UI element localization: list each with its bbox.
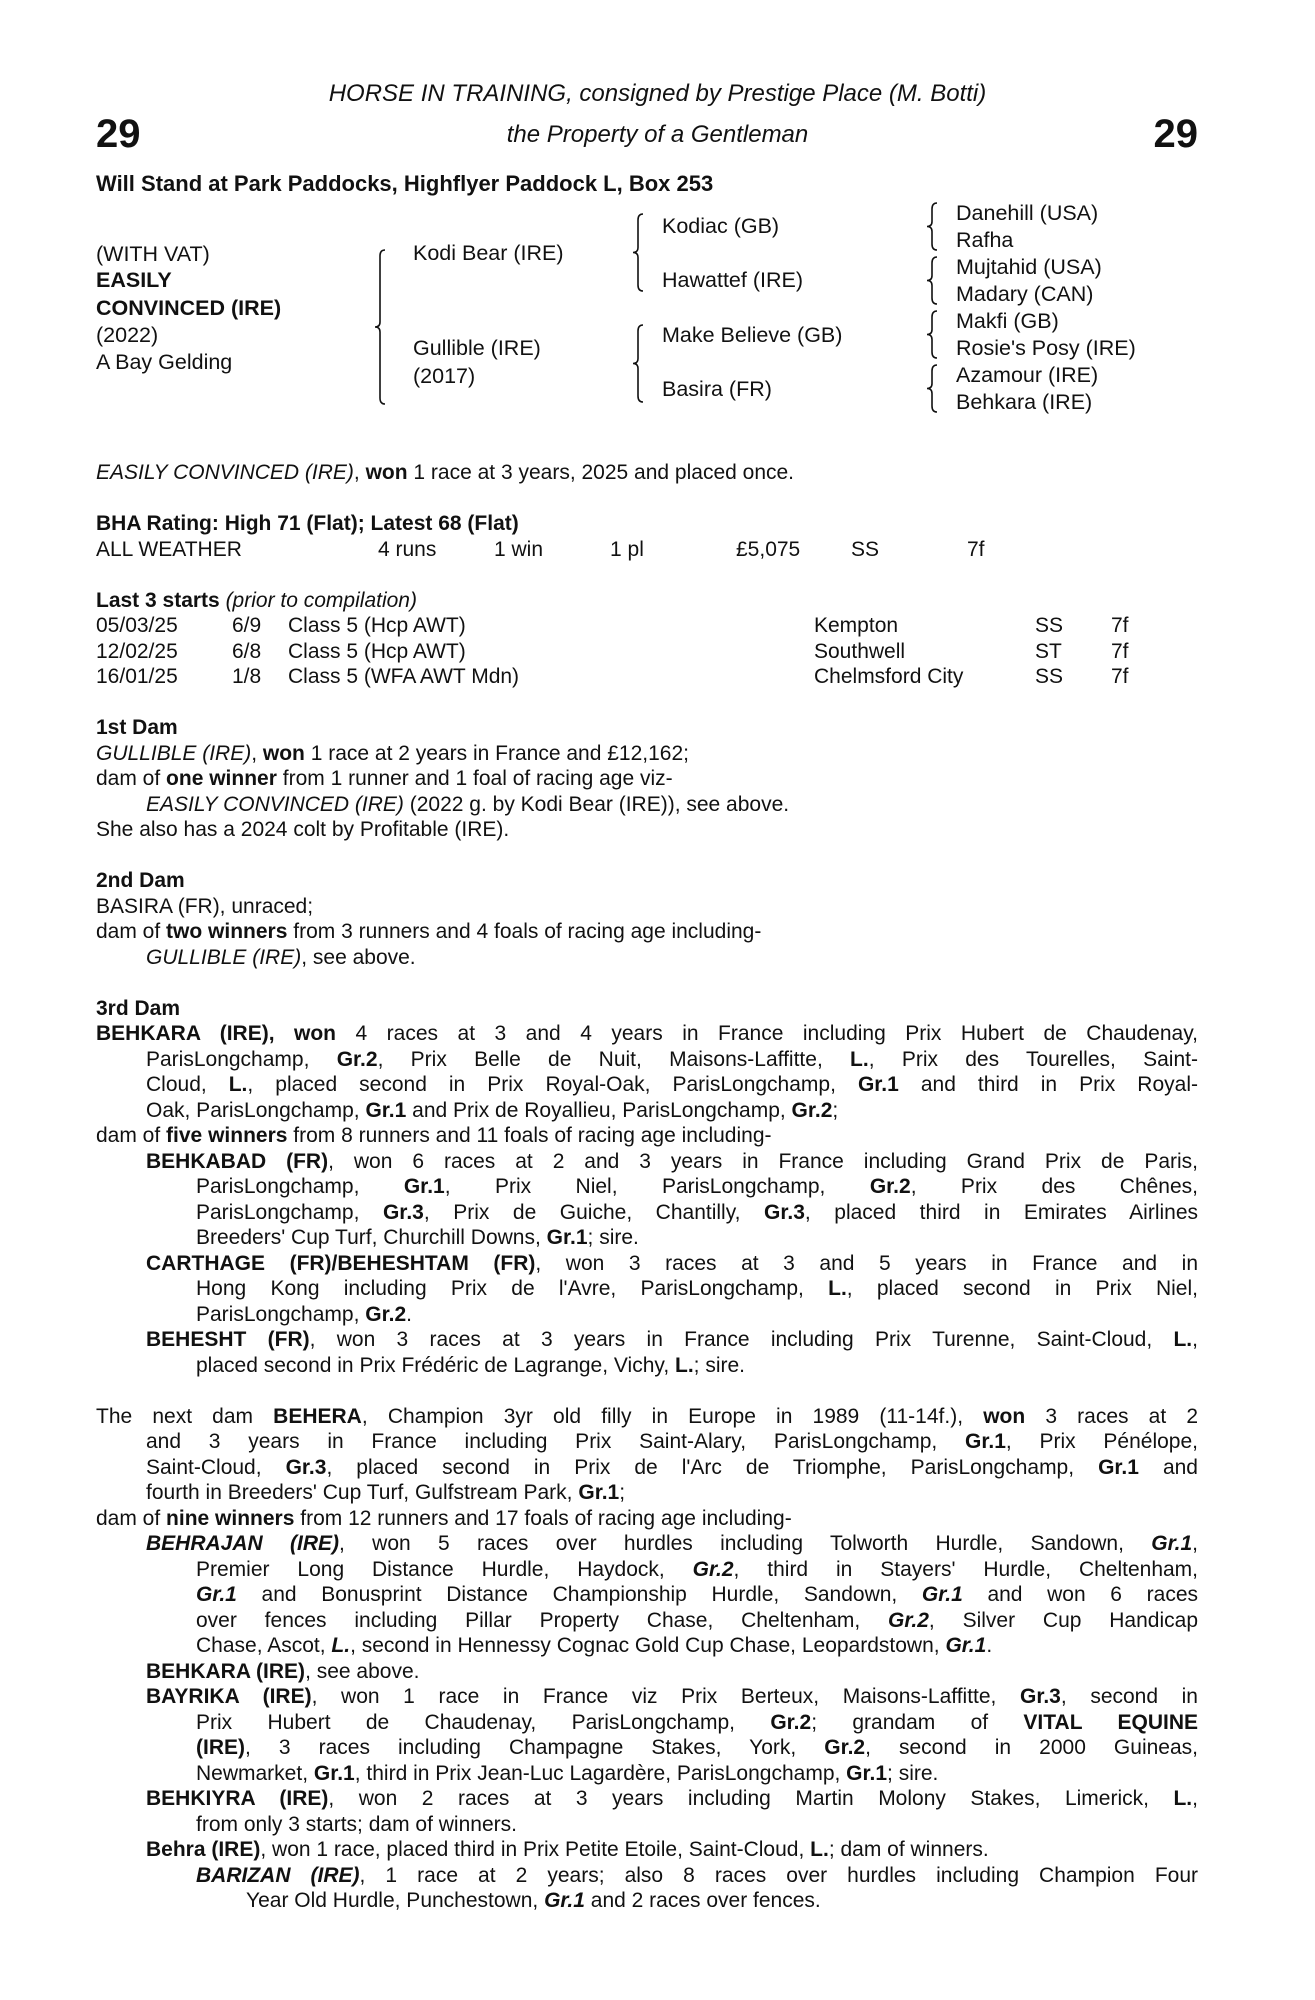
text-run: , won 3 races at 3 and 5 years in France and in: [535, 1251, 1199, 1275]
paragraph: [96, 1021, 1198, 1123]
text-run: Gr.1: [945, 1634, 987, 1657]
text-run: 1 race at 3 years, 2025 and placed once.: [407, 461, 795, 484]
paragraph: [96, 460, 1198, 486]
text-run: Gr.1: [857, 1073, 899, 1096]
text-run: ; dam of winners.: [828, 1838, 989, 1861]
lot-number-left: 29: [96, 112, 141, 156]
record-row: [96, 537, 1198, 563]
text-line: [146, 1072, 1198, 1098]
text-line: [146, 1251, 1198, 1277]
paragraph: [96, 996, 1198, 1022]
great-grandparent: Makfi (GB): [956, 309, 1059, 333]
great-grandparent: Mujtahid (USA): [956, 255, 1102, 279]
text-run: , won 5 races over hurdles including Tolworth Hurdle, Sandown,: [339, 1532, 1152, 1555]
text-run: and 2 races over fences.: [584, 1889, 821, 1912]
text-run: two winners: [166, 920, 288, 943]
text-run: won: [262, 741, 305, 765]
sire: Kodi Bear (IRE): [413, 241, 564, 265]
text-run: Gr.1: [965, 1430, 1006, 1453]
paragraph: [96, 1251, 1198, 1328]
text-run: Gr.1: [846, 1761, 888, 1785]
text-run: 1st Dam: [96, 716, 178, 739]
text-run: BARIZAN (IRE): [196, 1863, 360, 1887]
paragraph: [96, 1327, 1198, 1378]
text-line: [96, 741, 1198, 767]
text-run: , placed second in Prix Niel,: [846, 1277, 1198, 1300]
row-cell: 05/03/25: [96, 614, 178, 637]
text-run: , second in Hennessy Cognac Gold Cup Chase, Leopardstown,: [350, 1634, 946, 1657]
great-grandparent: Danehill (USA): [956, 201, 1099, 225]
ownership-line: the Property of a Gentleman: [506, 121, 809, 148]
text-line: [96, 766, 1198, 792]
text-run: ; sire.: [887, 1761, 939, 1785]
spacer: [96, 486, 1198, 512]
text-run: .: [406, 1302, 412, 1326]
grandparent: Hawattef (IRE): [662, 268, 803, 292]
stand-location: Will Stand at Park Paddocks, Highflyer Paddock L, Box 253: [96, 171, 714, 196]
text-run: , Prix de Guiche, Chantilly,: [423, 1200, 765, 1224]
text-run: L.: [228, 1073, 248, 1096]
text-run: Behra (IRE): [146, 1838, 261, 1861]
text-run: and Prix de Royallieu, ParisLongchamp,: [406, 1098, 792, 1122]
text-run: , second in: [1060, 1685, 1198, 1708]
text-run: placed second in Prix Frédéric de Lagrange, Vichy,: [196, 1353, 675, 1377]
text-run: 4 races at 3 and 4 years in France including Prix Hubert de Chaudenay,: [336, 1022, 1198, 1045]
text-run: VITAL EQUINE: [1023, 1710, 1198, 1734]
text-run: Gr.1: [921, 1583, 963, 1606]
row-cell: 7f: [967, 537, 985, 561]
text-run: , won 2 races at 3 years including Martin Molony Stakes, Limerick,: [328, 1787, 1174, 1810]
text-run: (prior to compilation): [219, 588, 417, 612]
text-run: one winner: [166, 767, 277, 790]
text-run: Gr.1: [313, 1761, 355, 1785]
dam: Gullible (IRE): [413, 336, 541, 360]
row-cell: SS: [1035, 665, 1064, 688]
row-cell: 1/8: [232, 665, 262, 688]
text-line: [196, 1353, 1198, 1379]
text-run: Gr.1: [544, 1889, 585, 1912]
row-cell: 7f: [1111, 639, 1129, 663]
text-run: dam of: [96, 920, 167, 943]
paragraph: [96, 868, 1198, 894]
text-run: Year Old Hurdle, Punchestown,: [246, 1889, 545, 1912]
dam-year: (2017): [413, 364, 476, 388]
text-run: Gr.2: [365, 1302, 407, 1326]
text-line: [96, 1123, 1198, 1149]
text-run: ,: [353, 461, 366, 484]
row-cell: 7f: [1111, 665, 1129, 688]
text-line: [196, 1557, 1198, 1583]
great-grandparent: Behkara (IRE): [956, 390, 1093, 414]
text-run: Gr.3: [382, 1200, 424, 1224]
spacer: [96, 970, 1198, 996]
row-cell: ST: [1035, 639, 1062, 663]
row-cell: 16/01/25: [96, 665, 178, 688]
row-cell: Southwell: [814, 639, 906, 663]
great-grandparent: Azamour (IRE): [956, 363, 1099, 387]
text-line: [196, 1302, 1198, 1328]
text-run: and won 6 races: [962, 1583, 1198, 1606]
text-line: [146, 1786, 1198, 1812]
text-run: five winners: [166, 1124, 288, 1147]
horse-name-line2: CONVINCED (IRE): [96, 296, 282, 320]
text-run: Last 3 starts: [96, 588, 220, 612]
text-run: , won 3 races at 3 years in France including Prix Turenne, Saint-Cloud,: [309, 1328, 1174, 1351]
text-run: , placed third in Emirates Airlines: [804, 1200, 1199, 1224]
text-run: , won 1 race in France viz Prix Berteux, Maisons-Laffitte,: [311, 1685, 1020, 1708]
text-run: She also has a 2024 colt by Profitable (IRE).: [96, 818, 510, 841]
text-run: .: [986, 1634, 993, 1657]
paragraph: [96, 1863, 1198, 1914]
horse-description: A Bay Gelding: [96, 350, 233, 374]
brace-icon: [927, 311, 937, 358]
text-line: [196, 1633, 1198, 1659]
text-run: ParisLongchamp,: [146, 1047, 337, 1071]
text-run: , placed second in Prix Royal-Oak, ParisLongchamp,: [247, 1073, 858, 1096]
lot-number-right: 29: [1153, 112, 1198, 156]
text-run: L.: [331, 1634, 351, 1657]
text-run: Gr.1: [1151, 1532, 1193, 1555]
text-run: Premier Long Distance Hurdle, Haydock,: [196, 1557, 693, 1581]
text-run: EASILY CONVINCED (IRE): [96, 461, 354, 484]
text-run: , Prix Belle de Nuit, Maisons-Laffitte,: [377, 1047, 851, 1071]
text-run: , Prix Pénélope,: [1005, 1430, 1198, 1453]
text-run: BEHKARA (IRE), won: [96, 1022, 337, 1045]
text-run: , third in Prix Jean-Luc Lagardère, ParisLongchamp,: [354, 1761, 847, 1785]
text-run: ; sire.: [693, 1353, 746, 1377]
text-run: and third in Prix Royal-: [898, 1073, 1198, 1096]
text-run: and 3 years in France including Prix Saint-Alary, ParisLongchamp,: [146, 1430, 966, 1453]
paragraph: [96, 817, 1198, 843]
race-row: [96, 613, 1198, 639]
text-line: [146, 1837, 1198, 1863]
text-run: 2nd Dam: [96, 869, 185, 892]
brace-icon: [633, 214, 643, 291]
text-run: , 1 race at 2 years; also 8 races over hurdles including Champion Four: [359, 1863, 1198, 1887]
row-cell: SS: [1035, 614, 1064, 637]
text-run: dam of: [96, 1506, 167, 1530]
text-run: and: [1138, 1455, 1198, 1479]
row-cell: SS: [851, 537, 880, 561]
text-run: (2022 g. by Kodi Bear (IRE)), see above.: [403, 792, 790, 816]
paragraph: [96, 945, 1198, 971]
row-cell: 12/02/25: [96, 639, 178, 663]
text-run: Gr.3: [764, 1200, 805, 1224]
text-run: Gr.3: [1020, 1685, 1061, 1708]
text-run: , 3 races including Champagne Stakes, York,: [245, 1736, 825, 1759]
text-run: over fences including Pillar Property Chase, Cheltenham,: [196, 1608, 889, 1632]
vat-note: (WITH VAT): [96, 242, 210, 266]
text-run: , Champion 3yr old filly in Europe in 1989 (11-14f.),: [361, 1404, 984, 1428]
text-run: L.: [1173, 1328, 1193, 1351]
text-run: , Silver Cup Handicap: [928, 1608, 1198, 1632]
text-run: Gr.2: [824, 1736, 866, 1759]
text-run: 1 race at 2 years in France and £12,162;: [304, 741, 689, 765]
text-run: Breeders' Cup Turf, Churchill Downs,: [196, 1226, 547, 1249]
text-run: Gr.3: [285, 1455, 327, 1479]
text-run: won: [365, 461, 408, 484]
text-run: , see above.: [305, 1659, 420, 1683]
spacer: [96, 1378, 1198, 1404]
horse-name-line1: EASILY: [96, 268, 172, 292]
row-cell: Chelmsford City: [814, 665, 964, 688]
paragraph: [96, 1659, 1198, 1685]
text-line: [196, 1608, 1198, 1634]
paragraph: [96, 715, 1198, 741]
text-line: [196, 1812, 1198, 1838]
catalogue-body: [96, 460, 1198, 1914]
text-run: from 3 runners and 4 foals of racing age including-: [287, 920, 762, 943]
text-run: Gr.1: [403, 1175, 445, 1198]
text-run: and Bonusprint Distance Championship Hurdle, Sandown,: [236, 1583, 922, 1606]
text-run: L.: [810, 1838, 829, 1861]
text-run: L.: [850, 1047, 869, 1071]
text-line: [196, 1761, 1198, 1787]
text-run: Newmarket,: [196, 1761, 314, 1785]
text-run: ; sire.: [587, 1226, 639, 1249]
text-line: [96, 1404, 1198, 1430]
grandparent: Make Believe (GB): [662, 323, 843, 347]
text-run: Cloud,: [146, 1073, 229, 1096]
text-run: BEHKIYRA (IRE): [146, 1787, 329, 1810]
text-run: Gr.2: [692, 1557, 734, 1581]
text-run: , placed second in Prix de l'Arc de Triomphe, ParisLongchamp,: [326, 1455, 1099, 1479]
text-run: Gr.2: [791, 1098, 833, 1122]
text-line: [146, 945, 1198, 971]
horse-year: (2022): [96, 323, 159, 347]
text-run: BEHKARA (IRE): [146, 1659, 306, 1683]
text-run: Chase, Ascot,: [196, 1634, 332, 1657]
text-run: BEHESHT (FR): [146, 1328, 310, 1351]
text-run: from 12 runners and 17 foals of racing age including-: [294, 1506, 792, 1530]
text-run: L.: [1173, 1787, 1193, 1810]
pedigree-braces: [0, 0, 1315, 440]
text-run: BASIRA (FR), unraced;: [96, 894, 314, 918]
grandparent: Basira (FR): [662, 377, 772, 401]
brace-icon: [927, 257, 937, 304]
text-run: ; grandam of: [811, 1710, 1024, 1734]
text-run: dam of: [96, 1124, 167, 1147]
text-run: ParisLongchamp,: [196, 1302, 366, 1326]
text-run: Gr.1: [1098, 1455, 1139, 1479]
text-line: [96, 460, 1198, 486]
text-run: , third in Stayers' Hurdle, Cheltenham,: [733, 1557, 1199, 1581]
text-line: [146, 1684, 1198, 1710]
text-run: Saint-Cloud,: [146, 1455, 286, 1479]
text-line: [196, 1225, 1198, 1251]
text-line: [96, 588, 1198, 614]
text-line: [96, 1506, 1198, 1532]
grandparent: Kodiac (GB): [662, 214, 780, 238]
great-grandparent: Madary (CAN): [956, 282, 1094, 306]
brace-icon: [927, 203, 937, 250]
text-run: Gr.1: [546, 1226, 588, 1249]
spacer: [96, 690, 1198, 716]
text-line: [196, 1200, 1198, 1226]
text-line: [96, 868, 1198, 894]
row-cell: 4 runs: [378, 537, 437, 561]
paragraph: [96, 588, 1198, 614]
paragraph: [96, 792, 1198, 818]
text-run: ,: [1192, 1532, 1198, 1555]
text-run: L.: [675, 1353, 694, 1377]
text-line: [196, 1276, 1198, 1302]
text-run: won: [983, 1404, 1026, 1428]
text-run: L.: [828, 1277, 847, 1300]
text-line: [146, 1149, 1198, 1175]
paragraph: [96, 919, 1198, 945]
text-line: [96, 715, 1198, 741]
text-run: dam of: [96, 767, 167, 790]
text-line: [196, 1582, 1198, 1608]
paragraph: [96, 511, 1198, 537]
text-run: The next dam: [96, 1404, 274, 1428]
text-run: 3 races at 2: [1025, 1404, 1198, 1428]
row-cell: 7f: [1111, 614, 1129, 637]
text-run: ;: [619, 1481, 626, 1504]
text-run: GULLIBLE (IRE): [96, 741, 252, 765]
text-line: [146, 792, 1198, 818]
row-cell: 6/9: [232, 614, 262, 637]
text-line: [146, 1531, 1198, 1557]
paragraph: [96, 741, 1198, 767]
race-row: [96, 664, 1198, 690]
text-run: Gr.2: [336, 1047, 378, 1071]
paragraph: [96, 766, 1198, 792]
text-run: from only 3 starts; dam of winners.: [196, 1812, 517, 1836]
great-grandparent: Rafha: [956, 228, 1014, 252]
text-run: CARTHAGE (FR)/BEHESHTAM (FR): [146, 1251, 536, 1275]
row-cell: Class 5 (Hcp AWT): [288, 639, 466, 663]
text-line: [146, 1327, 1198, 1353]
brace-icon: [633, 325, 643, 402]
paragraph: [96, 894, 1198, 920]
text-run: , see above.: [301, 945, 416, 969]
paragraph: [96, 1149, 1198, 1251]
text-run: , won 6 races at 2 and 3 years in France including Grand Prix de Paris,: [328, 1149, 1198, 1173]
paragraph: [96, 1531, 1198, 1659]
spacer: [96, 562, 1198, 588]
text-run: Gr.2: [869, 1175, 911, 1198]
text-run: BEHERA: [273, 1404, 362, 1428]
text-line: [96, 817, 1198, 843]
text-run: BEHKABAD (FR): [146, 1149, 329, 1173]
text-run: Gr.2: [888, 1608, 929, 1632]
text-run: , Prix des Tourelles, Saint-: [868, 1047, 1198, 1071]
text-run: BHA Rating: High 71 (Flat); Latest 68 (Flat): [96, 512, 519, 535]
spacer: [96, 843, 1198, 869]
row-cell: ALL WEATHER: [96, 537, 242, 561]
text-run: EASILY CONVINCED (IRE): [146, 792, 404, 816]
text-run: Prix Hubert de Chaudenay, ParisLongchamp,: [196, 1710, 771, 1734]
text-run: Gr.1: [196, 1583, 237, 1606]
text-run: BEHRAJAN (IRE): [146, 1532, 340, 1555]
text-line: [146, 1047, 1198, 1073]
text-line: [96, 894, 1198, 920]
paragraph: [96, 1684, 1198, 1786]
text-line: [96, 511, 1198, 537]
text-line: [146, 1098, 1198, 1124]
text-run: Gr.2: [770, 1710, 812, 1734]
text-run: nine winners: [166, 1506, 295, 1530]
row-cell: 1 pl: [610, 537, 644, 561]
brace-icon: [927, 365, 937, 412]
row-cell: £5,075: [736, 537, 801, 561]
text-run: ,: [1192, 1787, 1198, 1810]
text-run: Gr.1: [365, 1098, 407, 1122]
text-run: 3rd Dam: [96, 996, 181, 1020]
text-run: ,: [251, 741, 263, 765]
text-run: GULLIBLE (IRE): [146, 945, 302, 969]
text-run: Gr.1: [578, 1481, 620, 1504]
paragraph: [96, 1837, 1198, 1863]
text-line: [196, 1735, 1198, 1761]
row-cell: Kempton: [814, 614, 899, 637]
text-run: , won 1 race, placed third in Prix Petite Etoile, Saint-Cloud,: [260, 1838, 811, 1861]
row-cell: Class 5 (Hcp AWT): [288, 614, 466, 637]
row-cell: 1 win: [494, 537, 544, 561]
text-run: ParisLongchamp,: [196, 1175, 404, 1198]
text-line: [246, 1888, 1198, 1914]
text-line: [96, 996, 1198, 1022]
consignment-line: HORSE IN TRAINING, consigned by Prestige Place (M. Botti): [328, 80, 987, 107]
text-line: [146, 1455, 1198, 1481]
text-line: [146, 1429, 1198, 1455]
text-run: (IRE): [196, 1736, 245, 1759]
brace-icon: [375, 250, 385, 404]
text-run: BAYRIKA (IRE): [146, 1685, 312, 1708]
paragraph: [96, 1123, 1198, 1149]
text-run: Oak, ParisLongchamp,: [146, 1098, 366, 1122]
text-run: from 1 runner and 1 foal of racing age viz-: [276, 767, 673, 790]
text-line: [146, 1659, 1198, 1685]
row-cell: Class 5 (WFA AWT Mdn): [288, 665, 520, 688]
great-grandparent: Rosie's Posy (IRE): [956, 336, 1136, 360]
text-line: [96, 1021, 1198, 1047]
row-cell: 6/8: [232, 639, 262, 663]
text-run: from 8 runners and 11 foals of racing age including-: [287, 1124, 772, 1147]
text-line: [196, 1174, 1198, 1200]
race-row: [96, 639, 1198, 665]
paragraph: [96, 1506, 1198, 1532]
paragraph: [96, 1404, 1198, 1506]
text-run: ;: [832, 1098, 839, 1122]
text-run: , second in 2000 Guineas,: [865, 1736, 1198, 1759]
text-run: , Prix des Chênes,: [910, 1175, 1198, 1198]
text-line: [146, 1480, 1198, 1506]
text-line: [96, 919, 1198, 945]
text-run: ,: [1192, 1328, 1198, 1351]
text-run: ParisLongchamp,: [196, 1200, 383, 1224]
text-run: Hong Kong including Prix de l'Avre, ParisLongchamp,: [196, 1277, 829, 1300]
text-run: , Prix Niel, ParisLongchamp,: [444, 1175, 870, 1198]
text-line: [196, 1863, 1198, 1889]
paragraph: [96, 1786, 1198, 1837]
text-line: [196, 1710, 1198, 1736]
text-run: fourth in Breeders' Cup Turf, Gulfstream Park,: [146, 1481, 579, 1504]
